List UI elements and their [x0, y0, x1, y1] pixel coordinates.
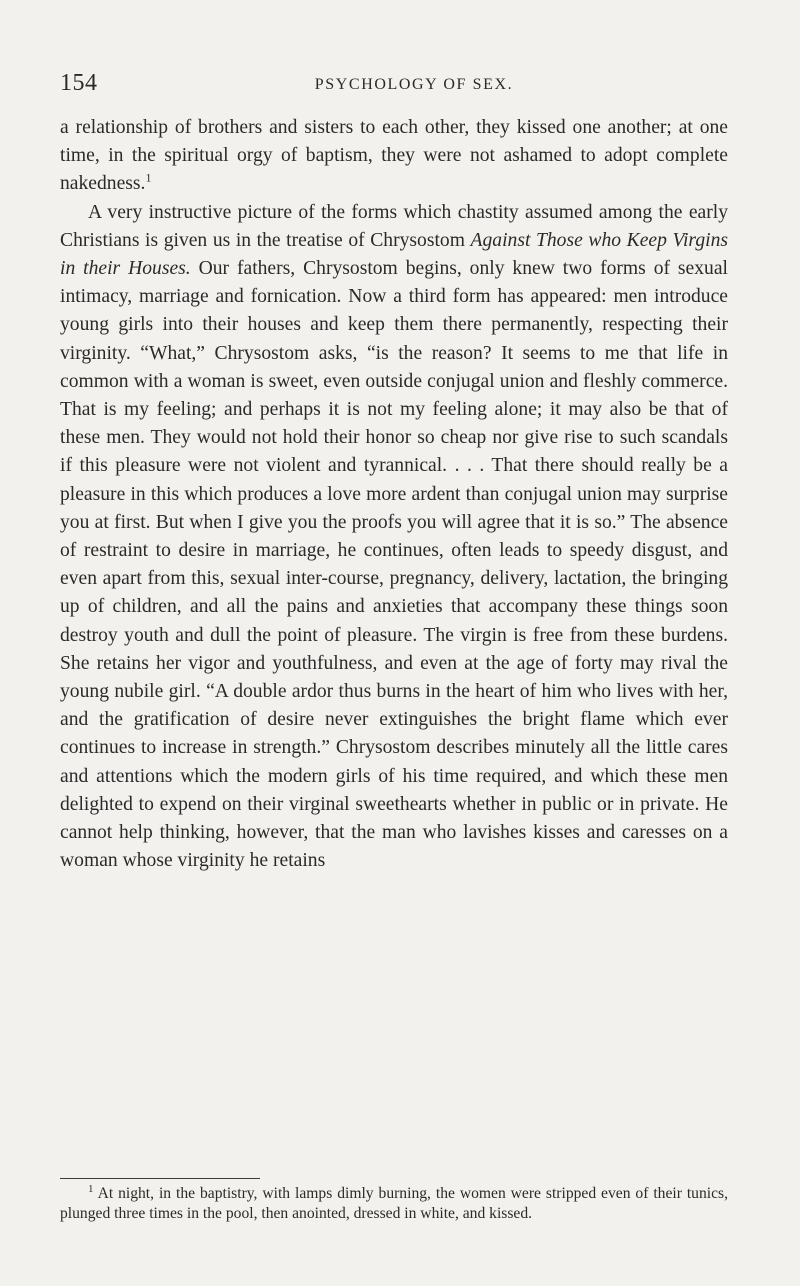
- paragraph-2: [60, 199, 728, 876]
- paragraph-2-text-start: A very instructive picture of the forms which chastity assumed among the early Christians is given us in the treatise of Chrysostom: [60, 201, 728, 251]
- footnote-text: At night, in the baptistry, with lamps dimly burning, the women were stripped even of their tunics, plunged three times in the pool, then anointed, dressed in white, and kissed.: [60, 1185, 728, 1222]
- paragraph-1-text: a relationship of brothers and sisters to each other, they kissed one another; at one time, in the spiritual orgy of baptism, they were not ashamed to adopt complete nakedness.: [60, 117, 728, 195]
- page-number: 154: [60, 70, 98, 96]
- paragraph-2-text-rest: Our fathers, Chrysostom begins, only knew two forms of sexual intimacy, marriage and fornication. Now a third form has appeared: men introduce young girls into their houses and keep them there permanently, respecting their virginity. “What,” Chrysostom asks, “is the reason? It seems to me that life in common with a woman is sweet, even outside conjugal union and fleshly commerce. That is my feeling; and perhaps it is not my feeling alone; it may also be that of these men. They would not hold their honor so cheap nor give rise to such scandals if this pleasure were not violent and tyrannical. . . . That there should really be a pleasure in this which produces a love more ardent than conjugal union may surprise you at first. But when I give you the proofs you will agree that it is so.” The absence of restraint to desire in marriage, he continues, often leads to speedy disgust, and even apart from this, sexual inter-course, pregnancy, delivery, lactation, the bringing up of children, and all the pains and anxieties that accompany these things soon destroy youth and dull the point of pleasure. The virgin is free from these burdens. She retains her vigor and youthfulness, and even at the age of forty may rival the young nubile girl. “A double ardor thus burns in the heart of him who lives with her, and the gratification of desire never extinguishes the bright flame which ever continues to increase in strength.” Chrysostom describes minutely all the little cares and attentions which the modern girls of his time required, and which these men delighted to expend on their virginal sweethearts whether in public or in private. He cannot help thinking, however, that the man who lavishes kisses and caresses on a woman whose virginity he retains: [60, 258, 728, 872]
- footnote-divider: [60, 1178, 260, 1179]
- paragraph-1: [60, 114, 728, 199]
- body-text: [60, 114, 728, 875]
- treatise-title: Against Those who Keep Virgins in their Houses.: [60, 229, 728, 280]
- footnote-mark: 1: [88, 1182, 94, 1195]
- footnote-reference: 1: [145, 170, 152, 185]
- page-header: [60, 70, 728, 110]
- running-title: PSYCHOLOGY OF SEX.: [314, 76, 514, 93]
- footnote: [60, 1184, 728, 1223]
